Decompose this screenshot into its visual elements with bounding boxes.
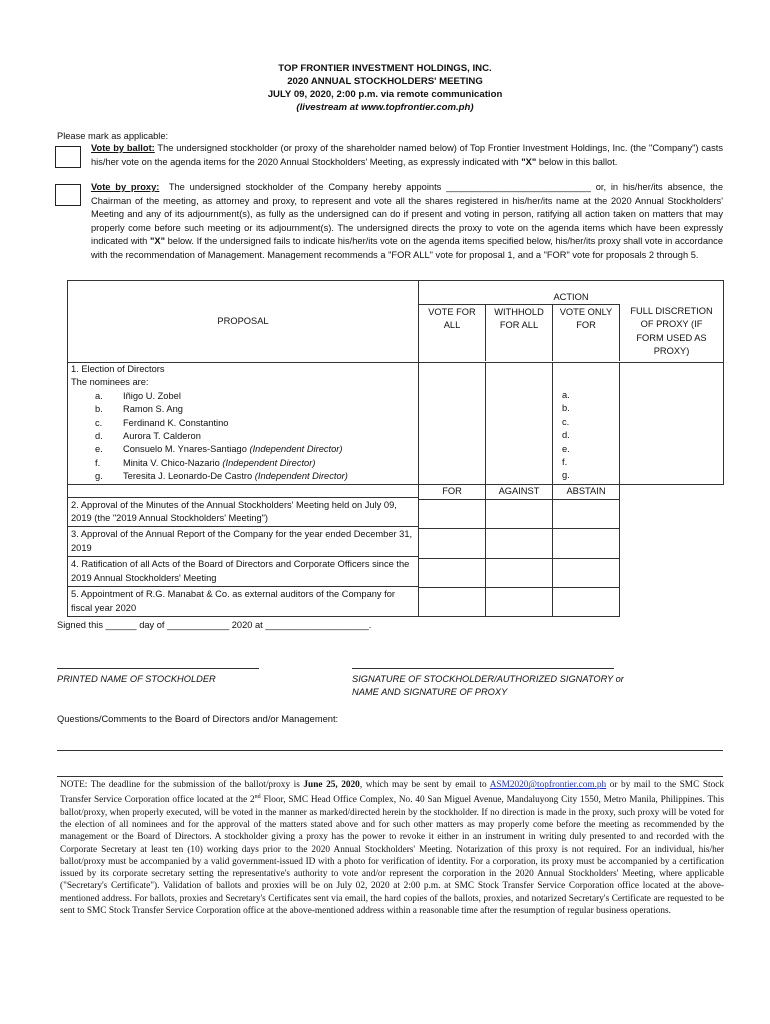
nominee-name: [123, 403, 415, 416]
item-5-against[interactable]: [486, 587, 553, 616]
signature-label-2: NAME AND SIGNATURE OF PROXY: [352, 687, 508, 697]
instructions-text: Please mark as applicable:: [57, 131, 169, 141]
item-5-for[interactable]: [419, 587, 486, 616]
nominee-note: (Independent Director): [254, 471, 348, 482]
note-text-4: Floor, SMC Head Office Complex, No. 40 San Miguel Avenue, Mandaluyong City 1550, Metro Manila, Philippines. This ballot/proxy, when properly executed, will be voted in the manner as marked/directed herein by the stockholder. If no direction is made in the proxy, such proxy will be voted for the election of all nominees and for the approval of the matters stated above and for such other matters as may properly come before the meeting as recommended by the management or the Board of Directors. A stockholder giving a proxy has the power to revoke it either in an instrument in writing duly presented to and recorded with the Corporate Secretary at least ten (10) working days prior to the 2020 Annual Stockholders' Meeting. Notarization of this proxy is not required. For an individual, his/her ballot/proxy must be accompanied by a valid government-issued ID with a photo for verification of identity. For a corporation, its proxy must be accompanied by a certification issued by its corporate secretary setting the representative's authority to vote and/or represent the corporation in the 2020 Annual Stockholders' Meeting, where applicable ("Secretary's Certificate"). Validation of ballots and proxies will be on July 02, 2020 at 2:00 p.m. at SMC Stock Transfer Service Corporation office located at the above-mentioned address. For ballots, proxies and Secretary's Certificates sent via email, the hard copies of the ballots, proxies, and notarized Secretary's Certificate are requested to be sent to SMC Stock Transfer Service Corporation office at the above-mentioned address within a reasonable time after the resumption of regular business operations.: [60, 795, 724, 917]
item-2-against[interactable]: [486, 500, 553, 529]
vote-only-for-letter[interactable]: a.: [562, 390, 570, 400]
ballot-paragraph: [91, 142, 723, 169]
printed-name-line[interactable]: [57, 668, 259, 669]
nominee-letter: f.: [95, 457, 101, 468]
nominee-name-text: Iñigo U. Zobel: [123, 390, 181, 401]
nominee-name: [123, 470, 415, 483]
printed-name-label: PRINTED NAME OF STOCKHOLDER: [57, 674, 216, 684]
nominee-letter: d.: [95, 431, 103, 442]
item-3-for[interactable]: [419, 529, 486, 558]
vote-only-for-letter[interactable]: f.: [562, 457, 568, 468]
nominee-row: [71, 457, 415, 470]
email-link[interactable]: ASM2020@topfrontier.com.ph: [489, 780, 607, 790]
item-1-cell: [68, 363, 419, 485]
questions-label: Questions/Comments to the Board of Directors and/or Management:: [57, 714, 339, 724]
note-text-3: or by mail to the SMC Stock Transfer Service Corporation office located at the 2: [60, 780, 724, 806]
nominee-name-text: Consuelo M. Ynares-Santiago: [123, 444, 247, 455]
proposal-table: [67, 280, 724, 617]
proposal-header-cell: [68, 281, 419, 363]
item-5: 5. Appointment of R.G. Manabat & Co. as external auditors of the Company for fiscal year 2020: [71, 589, 396, 613]
nominee-letter: g.: [95, 471, 103, 482]
nominee-name-text: Ferdinand K. Constantino: [123, 417, 229, 428]
note-text-1: NOTE: The deadline for the submission of the ballot/proxy is: [60, 780, 304, 790]
col-abstain: ABSTAIN: [553, 484, 620, 500]
items-2-5-cell: [68, 484, 419, 616]
vote-only-for-cell: [553, 363, 620, 485]
item-1-subtitle: The nominees are:: [71, 377, 149, 388]
nominee-row: [71, 443, 415, 456]
col-vote-only-for: VOTE ONLY FOR: [553, 304, 620, 361]
questions-line-1[interactable]: [57, 750, 723, 751]
proxy-text-2: below. If the undersigned fails to indicate his/her/its vote on the agenda items specified below, his/her/its proxy shall vote in accordance with the recommendation of Management. Management recommends a "FOR ALL" vote for proposal 1, and a "FOR" vote for proposals 2 through 5.: [91, 236, 723, 260]
vote-only-for-letter[interactable]: c.: [562, 416, 570, 427]
vote-only-for-list: [553, 389, 619, 483]
blank-cell: [620, 484, 724, 616]
proxy-mark: "X": [149, 236, 165, 247]
item-3: 3. Approval of the Annual Report of the Company for the year ended December 31, 2019: [68, 527, 418, 557]
item-4: 4. Ratification of all Acts of the Board of Directors and Corporate Officers since the 2019 Annual Stockholders' Meeting: [68, 557, 418, 587]
full-discretion-cell[interactable]: [620, 363, 724, 485]
vote-for-all-cell[interactable]: [419, 363, 486, 485]
note-deadline: June 25, 2020: [303, 780, 360, 790]
item-1-title: 1. Election of Directors: [71, 364, 165, 374]
col-vote-for-all: VOTE FOR ALL: [419, 304, 486, 361]
meeting-title: 2020 ANNUAL STOCKHOLDERS' MEETING: [287, 76, 483, 87]
withhold-for-all-cell[interactable]: [486, 363, 553, 485]
signature-line[interactable]: [352, 668, 614, 669]
col-for: FOR: [419, 484, 486, 500]
nominee-name-text: Teresita J. Leonardo-De Castro: [123, 471, 253, 482]
item-4-abstain[interactable]: [553, 558, 620, 587]
col-against: AGAINST: [486, 484, 553, 500]
proxy-paragraph: [91, 181, 723, 263]
signed-line[interactable]: Signed this ______ day of ____________ 2020 at ____________________.: [57, 620, 372, 630]
signature-label-1: SIGNATURE OF STOCKHOLDER/AUTHORIZED SIGNATORY or: [352, 674, 624, 684]
nominee-letter: b.: [95, 404, 103, 415]
vote-only-for-letter[interactable]: b.: [562, 403, 570, 414]
ballot-text: The undersigned stockholder (or proxy of the shareholder named below) of Top Frontier Investment Holdings, Inc. (the "Company") casts his/her vote on the agenda items for the 2020 Annual Stockholders' Meeting, as expressly indicated with: [91, 143, 723, 167]
ballot-label: Vote by ballot:: [91, 143, 155, 153]
ballot-mark: "X": [521, 156, 537, 167]
nominee-name-text: Minita V. Chico-Nazario: [123, 457, 220, 468]
nominee-name: [123, 457, 415, 470]
item-3-abstain[interactable]: [553, 529, 620, 558]
item-5-abstain[interactable]: [553, 587, 620, 616]
ballot-checkbox[interactable]: [55, 146, 81, 168]
col-withhold-for-all: WITHHOLD FOR ALL: [486, 304, 553, 361]
nominee-letter: e.: [95, 444, 103, 455]
item-3-against[interactable]: [486, 529, 553, 558]
nominee-row: [71, 403, 415, 416]
proposal-header: PROPOSAL: [217, 315, 269, 326]
nominee-name: [123, 443, 415, 456]
nominee-note: (Independent Director): [222, 457, 316, 468]
nominee-name-text: Ramon S. Ang: [123, 404, 183, 415]
nominee-note: (Independent Director): [249, 444, 343, 455]
proxy-checkbox[interactable]: [55, 184, 81, 206]
vote-only-for-letter[interactable]: d.: [562, 430, 570, 441]
vote-only-for-letter[interactable]: g.: [562, 470, 570, 481]
nominee-row: [71, 430, 415, 443]
note-sup: nd: [254, 794, 261, 801]
form-header: [0, 62, 770, 114]
nominee-row: [71, 417, 415, 430]
deadline-note: [60, 779, 724, 917]
nominee-name: [123, 430, 415, 443]
nominee-letter: a.: [95, 390, 103, 401]
nominee-row: [71, 470, 415, 483]
nominee-row: [71, 390, 415, 403]
nominee-name-text: Aurora T. Calderon: [123, 431, 201, 442]
action-header-cell: [419, 281, 724, 363]
nominee-name: [123, 417, 415, 430]
item-2-for[interactable]: [419, 500, 486, 529]
col-full-discretion: FULL DISCRETION OF PROXY (IF FORM USED AS PROXY): [630, 306, 713, 357]
proxy-text: The undersigned stockholder of the Company hereby appoints ____________________________ or, in his/her/its absence, the Chairman of the meeting, as attorney and proxy, to represent and vote all the shares registered in his/her/its name at the 2020 Annual Stockholders' Meeting and any of its adjournment(s), as fully as the undersigned can do if present and voting in person, ratifying all action taken on matters that may properly come before such meeting or its adjournment(s). The undersigned directs the proxy to vote on the agenda items which have been expressly indicated with: [91, 182, 723, 247]
nominee-list: [71, 390, 415, 484]
item-4-against[interactable]: [486, 558, 553, 587]
action-header: ACTION: [553, 292, 589, 302]
nominee-name: [123, 390, 415, 403]
livestream-note: (livestream at www.topfrontier.com.ph): [296, 102, 474, 113]
meeting-date: JULY 09, 2020, 2:00 p.m. via remote communication: [267, 89, 503, 100]
proxy-label: Vote by proxy:: [91, 182, 160, 192]
item-4-for[interactable]: [419, 558, 486, 587]
vote-only-for-letter[interactable]: e.: [562, 443, 570, 454]
nominee-letter: c.: [95, 417, 103, 428]
questions-line-2[interactable]: [57, 776, 723, 777]
company-name: TOP FRONTIER INVESTMENT HOLDINGS, INC.: [278, 63, 492, 74]
item-2-abstain[interactable]: [553, 500, 620, 529]
note-text-2: , which may be sent by email to: [359, 780, 490, 790]
ballot-text-end: below in this ballot.: [538, 156, 618, 167]
item-2: 2. Approval of the Minutes of the Annual Stockholders' Meeting held on July 09, 2019 (the "2019 Annual Stockholders' Meeting"): [68, 498, 418, 528]
